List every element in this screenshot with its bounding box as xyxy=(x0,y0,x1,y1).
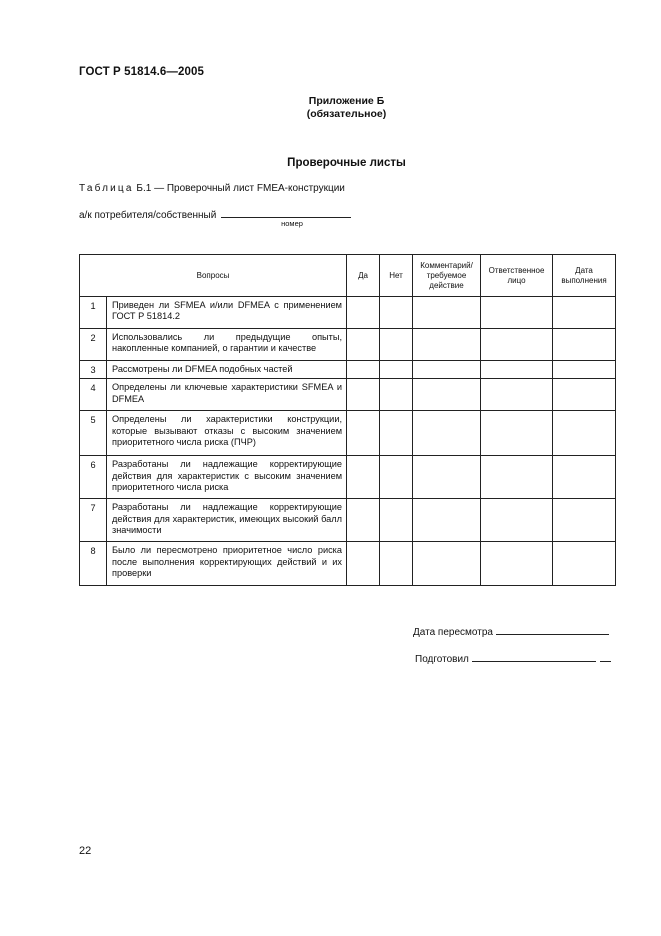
header-questions: Вопросы xyxy=(80,255,347,297)
section-title: Проверочные листы xyxy=(287,157,406,169)
prepared-by-line-end[interactable] xyxy=(600,652,611,662)
row-question: Использовались ли предыдущие опыты, накопленные компанией, о гарантии и качестве xyxy=(107,329,347,361)
table-caption-number: Б.1 xyxy=(136,183,152,194)
cell-responsible[interactable] xyxy=(481,499,553,542)
cell-date[interactable] xyxy=(553,456,616,499)
row-question: Было ли пересмотрено приоритетное число риска после выполнения корректирующих действий и их проверки xyxy=(107,542,347,586)
prepared-by-line[interactable] xyxy=(472,652,596,662)
header-comment: Комментарий/ требуемое действие xyxy=(413,255,481,297)
appendix-heading xyxy=(0,95,661,121)
document-code: ГОСТ Р 51814.6—2005 xyxy=(79,66,204,78)
cell-comment[interactable] xyxy=(413,379,481,411)
row-question: Определены ли ключевые характеристики SFMEA и DFMEA xyxy=(107,379,347,411)
table-row xyxy=(80,361,616,379)
cell-date[interactable] xyxy=(553,329,616,361)
appendix-title: Приложение Б xyxy=(308,95,385,107)
row-question: Определены ли характеристики конструкции, которые вызывают отказы с высоким значением приоритетного числа риска (ПЧР) xyxy=(107,411,347,456)
appendix-status: (обязательное) xyxy=(306,108,387,120)
table-row xyxy=(80,542,616,586)
table-row xyxy=(80,411,616,456)
cell-responsible[interactable] xyxy=(481,329,553,361)
header-responsible: Ответственное лицо xyxy=(481,255,553,297)
cell-date[interactable] xyxy=(553,411,616,456)
cell-responsible[interactable] xyxy=(481,456,553,499)
table-header-row xyxy=(80,255,616,297)
row-number: 8 xyxy=(80,542,107,586)
cell-yes[interactable] xyxy=(347,297,380,329)
cell-comment[interactable] xyxy=(413,411,481,456)
cell-no[interactable] xyxy=(380,456,413,499)
page-number: 22 xyxy=(79,845,92,857)
customer-blank-hint: номер xyxy=(281,219,303,228)
cell-comment[interactable] xyxy=(413,456,481,499)
cell-no[interactable] xyxy=(380,361,413,379)
cell-responsible[interactable] xyxy=(481,411,553,456)
table-caption-text: — Проверочный лист FMEA-конструкции xyxy=(151,183,345,194)
row-question: Приведен ли SFMEA и/или DFMEA с применением ГОСТ Р 51814.2 xyxy=(107,297,347,329)
cell-no[interactable] xyxy=(380,411,413,456)
cell-comment[interactable] xyxy=(413,499,481,542)
cell-yes[interactable] xyxy=(347,456,380,499)
cell-yes[interactable] xyxy=(347,542,380,586)
prepared-by-label: Подготовил xyxy=(415,654,469,665)
customer-label: а/к потребителя/собственный xyxy=(79,210,217,221)
table-row xyxy=(80,456,616,499)
cell-comment[interactable] xyxy=(413,361,481,379)
cell-no[interactable] xyxy=(380,379,413,411)
cell-date[interactable] xyxy=(553,499,616,542)
row-number: 5 xyxy=(80,411,107,456)
cell-no[interactable] xyxy=(380,542,413,586)
cell-yes[interactable] xyxy=(347,499,380,542)
row-number: 7 xyxy=(80,499,107,542)
row-number: 3 xyxy=(80,361,107,379)
cell-yes[interactable] xyxy=(347,379,380,411)
table-caption-prefix: Таблица xyxy=(79,183,134,194)
cell-responsible[interactable] xyxy=(481,379,553,411)
cell-comment[interactable] xyxy=(413,297,481,329)
header-yes: Да xyxy=(347,255,380,297)
cell-responsible[interactable] xyxy=(481,361,553,379)
header-date: Дата выполнения xyxy=(553,255,616,297)
cell-comment[interactable] xyxy=(413,542,481,586)
cell-date[interactable] xyxy=(553,297,616,329)
table-row xyxy=(80,499,616,542)
cell-yes[interactable] xyxy=(347,411,380,456)
table-caption xyxy=(79,183,345,194)
cell-no[interactable] xyxy=(380,329,413,361)
checklist-table xyxy=(79,254,616,586)
cell-comment[interactable] xyxy=(413,329,481,361)
cell-no[interactable] xyxy=(380,297,413,329)
table-row xyxy=(80,297,616,329)
customer-blank-line xyxy=(221,208,351,218)
cell-date[interactable] xyxy=(553,542,616,586)
row-number: 4 xyxy=(80,379,107,411)
cell-responsible[interactable] xyxy=(481,297,553,329)
table-row xyxy=(80,329,616,361)
row-question: Разработаны ли надлежащие корректирующие действия для характеристик, имеющих высокий балл значимости xyxy=(107,499,347,542)
row-question: Разработаны ли надлежащие корректирующие действия для характеристик с высоким значением приоритетного числа риска xyxy=(107,456,347,499)
row-number: 6 xyxy=(80,456,107,499)
cell-yes[interactable] xyxy=(347,361,380,379)
cell-responsible[interactable] xyxy=(481,542,553,586)
header-no: Нет xyxy=(380,255,413,297)
table-row xyxy=(80,379,616,411)
revision-date-label: Дата пересмотра xyxy=(413,627,493,638)
cell-no[interactable] xyxy=(380,499,413,542)
cell-yes[interactable] xyxy=(347,329,380,361)
prepared-by-field xyxy=(415,652,611,665)
revision-date-line[interactable] xyxy=(496,625,609,635)
row-number: 2 xyxy=(80,329,107,361)
row-number: 1 xyxy=(80,297,107,329)
cell-date[interactable] xyxy=(553,361,616,379)
cell-date[interactable] xyxy=(553,379,616,411)
row-question: Рассмотрены ли DFMEA подобных частей xyxy=(107,361,347,379)
revision-date-field xyxy=(413,625,609,638)
